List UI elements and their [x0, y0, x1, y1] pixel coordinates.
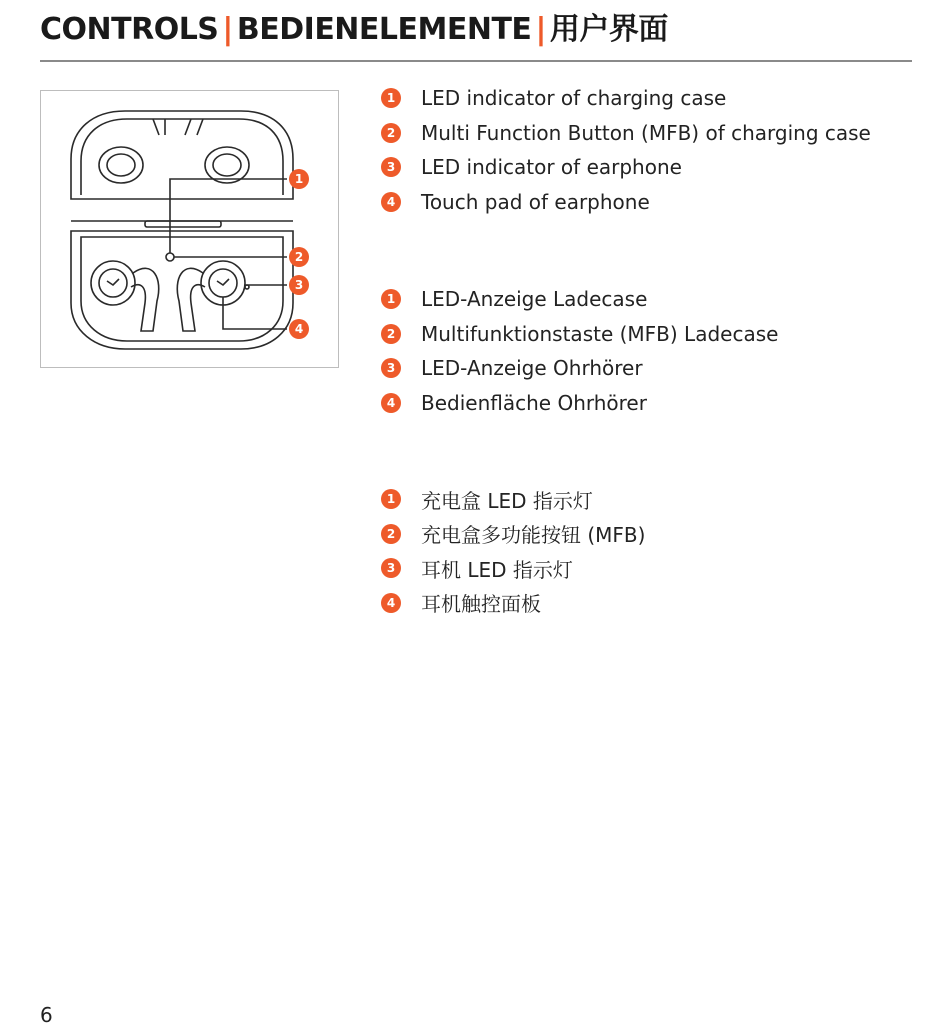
- number-badge: 1: [381, 489, 401, 509]
- list-item-label: LED indicator of earphone: [421, 155, 682, 180]
- list-item-label: 耳机触控面板: [421, 592, 541, 617]
- title-zh: 用户界面: [549, 12, 668, 47]
- page-number: 6: [40, 1003, 53, 1027]
- controls-list-chinese: [381, 482, 645, 620]
- list-item-label: Touch pad of earphone: [421, 189, 650, 214]
- number-badge: 1: [381, 289, 401, 309]
- controls-list-german: [381, 282, 778, 420]
- list-item-label: LED-Anzeige Ladecase: [421, 287, 648, 312]
- list-item-label: 耳机 LED 指示灯: [421, 557, 573, 582]
- charging-case-illustration: [41, 91, 340, 369]
- list-item-label: 充电盒 LED 指示灯: [421, 488, 593, 513]
- header-divider: [40, 60, 912, 62]
- title-separator: |: [222, 12, 233, 47]
- lid-cavity-left: [99, 147, 143, 183]
- list-item-label: LED-Anzeige Ohrhörer: [421, 356, 643, 381]
- list-item-label: 充电盒多功能按钮 (MFB): [421, 523, 646, 548]
- product-diagram: [40, 90, 339, 368]
- number-badge: 2: [381, 123, 401, 143]
- list-item: [381, 282, 778, 317]
- number-badge: 1: [381, 88, 401, 108]
- list-item: [381, 551, 645, 586]
- list-item-label: Multi Function Button (MFB) of charging case: [421, 120, 871, 145]
- number-badge: 3: [381, 157, 401, 177]
- list-item: [381, 116, 871, 151]
- number-badge: 3: [381, 558, 401, 578]
- controls-list-english: [381, 81, 871, 219]
- page-title: [40, 4, 668, 48]
- list-item: [381, 185, 871, 220]
- number-badge: 3: [381, 358, 401, 378]
- title-separator: |: [535, 12, 546, 47]
- case-lid: [71, 111, 293, 199]
- lid-cavity-right: [205, 147, 249, 183]
- list-item: [381, 482, 645, 517]
- title-de: BEDIENELEMENTE: [236, 12, 532, 47]
- list-item: [381, 150, 871, 185]
- list-item: [381, 517, 645, 552]
- callout-label: 1: [294, 172, 304, 186]
- number-badge: 4: [381, 393, 401, 413]
- case-led: [166, 253, 174, 261]
- list-item: [381, 386, 778, 421]
- list-item-label: Multifunktionstaste (MFB) Ladecase: [421, 321, 779, 346]
- number-badge: 2: [381, 324, 401, 344]
- list-item-label: LED indicator of charging case: [421, 86, 727, 111]
- list-item-label: Bedienfläche Ohrhörer: [421, 390, 647, 415]
- title-en: CONTROLS: [40, 12, 219, 47]
- callout-label: 3: [294, 278, 304, 292]
- list-item: [381, 81, 871, 116]
- callout-label: 4: [294, 322, 304, 336]
- earphone-left: [91, 261, 159, 331]
- number-badge: 2: [381, 524, 401, 544]
- list-item: [381, 586, 645, 621]
- number-badge: 4: [381, 593, 401, 613]
- list-item: [381, 351, 778, 386]
- case-base: [71, 231, 293, 349]
- list-item: [381, 317, 778, 352]
- earphone-right: [177, 261, 249, 331]
- callout-label: 2: [294, 250, 304, 264]
- number-badge: 4: [381, 192, 401, 212]
